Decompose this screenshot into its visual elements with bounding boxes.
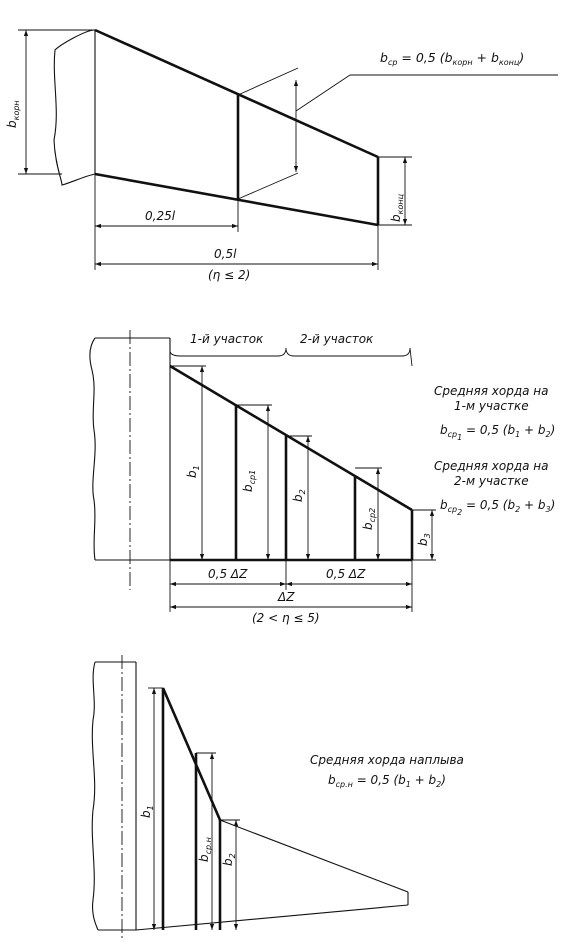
- b1-label: [185, 465, 201, 478]
- svg-text:bср2: $b_{ср2}$: [361, 507, 377, 530]
- svg-text:bср1: $b_{ср1}$: [241, 469, 257, 492]
- condition-2: (2 < η ≤ 5): [252, 611, 320, 625]
- dim-half1-label: 0,5 ΔZ: [208, 567, 248, 581]
- fuselage-left-break: [90, 338, 95, 560]
- dim-total-label: ΔZ: [278, 590, 295, 604]
- formula1: $b_{ср1} = 0,5$ $(b_1 + b_2)$: [440, 423, 556, 442]
- b3-label: [416, 533, 432, 546]
- tip-chord-label: [389, 193, 405, 222]
- svg-text:b1: $b_1$: [139, 805, 155, 818]
- bcp1-label: [241, 470, 257, 492]
- mean-chord-formula: $b_{ср} = 0,5$ $(b_{корн} + b_{конц})$: [380, 50, 525, 67]
- b2-3-label: [221, 853, 237, 866]
- note2-line2: 2-м участке: [454, 474, 529, 488]
- figure-2: [90, 330, 555, 625]
- wing-outline-top: [95, 30, 378, 157]
- b1-3-label: [139, 805, 155, 818]
- strake-formula: $b_{ср.н} = 0,5$ $(b_1 + b_2)$: [328, 773, 446, 789]
- figure-1: [5, 30, 558, 282]
- wing-outline-bottom: [95, 174, 378, 225]
- note2-line1: Средняя хорда на: [434, 459, 549, 473]
- section-2-label: 2-й участок: [300, 332, 374, 346]
- svg-text:bср.н: $b_{ср.н}$: [197, 837, 213, 862]
- dim-half-label: 0,5l: [214, 247, 237, 261]
- root-break-line: [54, 30, 95, 185]
- section-brace: [170, 348, 412, 366]
- svg-text:b3: $b_3$: [416, 533, 432, 546]
- note1-line2: 1-м участке: [454, 399, 529, 413]
- svg-text:b2: $b_2$: [291, 489, 307, 502]
- dim-half2-label: 0,5 ΔZ: [326, 567, 366, 581]
- strake-note: Средняя хорда наплыва: [310, 753, 464, 767]
- wing3-trailing-edge: [136, 905, 408, 930]
- note1-line1: Средняя хорда на: [434, 384, 549, 398]
- strake-edge: [163, 688, 220, 820]
- bcpn-label: [197, 837, 213, 862]
- formula-leader: [296, 75, 350, 111]
- dim-quarter-label: 0,25l: [145, 209, 176, 223]
- root-chord-label: [5, 100, 21, 128]
- bcp2-label: [361, 508, 377, 530]
- mean-ext-bottom: [238, 173, 298, 199]
- section-1-label: 1-й участок: [190, 332, 264, 346]
- svg-text:b2: $b_2$: [221, 853, 237, 866]
- fuselage3-left-break: [92, 662, 98, 930]
- svg-text:bконц: $b_{конц}$: [389, 193, 405, 222]
- b2-label: [291, 489, 307, 502]
- svg-text:b1: $b_1$: [185, 465, 201, 478]
- svg-text:bкорн: $b_{корн}$: [5, 100, 21, 128]
- formula2: $b_{ср2} = 0,5$ $(b_2 + b_3)$: [440, 498, 556, 517]
- wing2-leading-edge: [170, 366, 412, 510]
- wing3-leading-edge: [220, 820, 408, 892]
- figure-3: [92, 655, 464, 940]
- condition-1: (η ≤ 2): [208, 268, 251, 282]
- mean-ext-top: [238, 68, 298, 95]
